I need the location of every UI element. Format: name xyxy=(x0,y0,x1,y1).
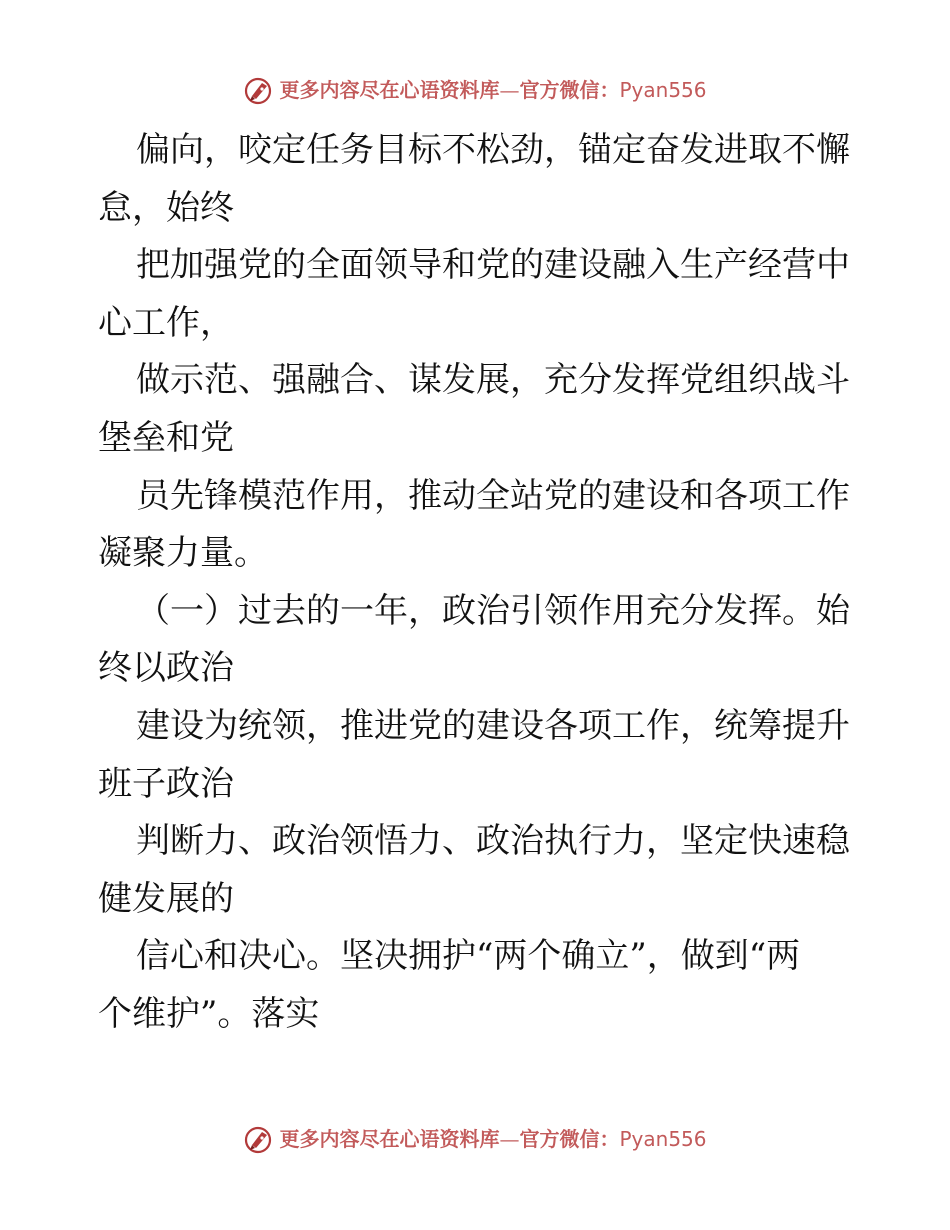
text-line: 心工作， xyxy=(98,302,234,343)
document-body xyxy=(98,122,858,1044)
text-line: （一）过去的一年，政治引领作用充分发挥。始 xyxy=(136,590,850,631)
pen-nib-logo-icon xyxy=(243,1123,275,1155)
text-line: 信心和决心。坚决拥护“两个确立”，做到“两 xyxy=(136,936,801,977)
header-banner xyxy=(0,70,950,110)
banner-account-label: 官方微信： xyxy=(519,78,620,102)
text-line: 员先锋模范作用，推动全站党的建设和各项工作 xyxy=(136,475,850,516)
banner-dash: — xyxy=(499,1127,520,1151)
banner-site-text: 更多内容尽在心语资料库 xyxy=(279,78,500,102)
text-line: 建设为统领，推进党的建设各项工作，统筹提升 xyxy=(136,705,850,746)
text-line: 把加强党的全面领导和党的建设融入生产经营中 xyxy=(136,245,850,286)
text-line: 堡垒和党 xyxy=(98,417,234,458)
pen-nib-logo-icon xyxy=(243,74,275,106)
banner-account-id: Pyan556 xyxy=(619,1127,707,1151)
text-line: 终以政治 xyxy=(98,648,234,689)
banner-site-text: 更多内容尽在心语资料库 xyxy=(279,1127,500,1151)
banner-account-id: Pyan556 xyxy=(619,78,707,102)
banner-account-label: 官方微信： xyxy=(519,1127,620,1151)
text-line: 健发展的 xyxy=(98,878,234,919)
text-line: 判断力、政治领悟力、政治执行力，坚定快速稳 xyxy=(136,821,850,862)
text-line: 偏向，咬定任务目标不松劲，锚定奋发进取不懈 xyxy=(136,130,850,170)
banner-dash: — xyxy=(499,78,520,102)
text-line: 个维护”。落实 xyxy=(98,993,320,1034)
text-line: 做示范、强融合、谋发展，充分发挥党组织战斗 xyxy=(136,360,850,401)
text-line: 凝聚力量。 xyxy=(98,533,268,574)
text-line: 怠，始终 xyxy=(98,187,234,228)
footer-banner xyxy=(0,1119,950,1159)
text-line: 班子政治 xyxy=(98,763,234,804)
